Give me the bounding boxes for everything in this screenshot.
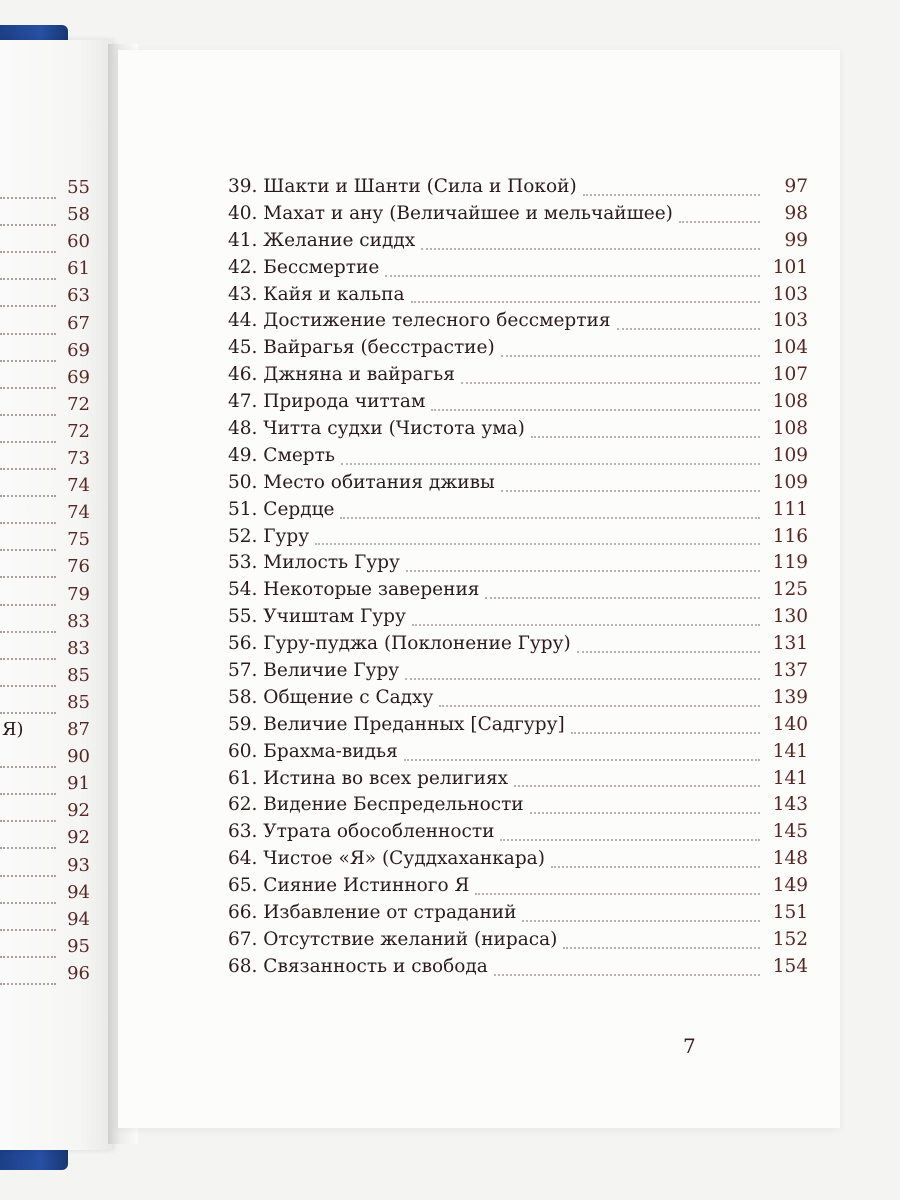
dot-leader — [0, 441, 56, 443]
left-toc-entry — [0, 340, 90, 366]
left-toc-entry — [0, 394, 90, 420]
left-toc-page-number: 96 — [67, 962, 90, 984]
left-toc-entry — [0, 692, 90, 718]
left-toc-page-number: 90 — [67, 746, 90, 768]
left-toc-entry — [0, 773, 90, 799]
left-toc-entry — [0, 285, 90, 311]
toc-entry-title: 62. Видение Беспредельности — [228, 794, 524, 816]
dot-leader — [404, 759, 760, 761]
toc-entry-title: 40. Махат и ану (Величайшее и мельчайшее) — [228, 202, 673, 224]
left-toc-entry — [0, 909, 90, 935]
left-toc-page-number: 73 — [67, 448, 90, 469]
toc-entry-page: 152 — [772, 928, 808, 950]
toc-entry-page: 141 — [772, 740, 808, 762]
left-toc-page-number: 83 — [67, 610, 90, 632]
toc-entry[interactable] — [228, 660, 808, 687]
toc-entry-page: 108 — [772, 418, 808, 440]
dot-leader — [0, 983, 56, 985]
dot-leader — [439, 705, 760, 707]
toc-entry-page: 109 — [772, 471, 808, 493]
toc-entry-title: 64. Чистое «Я» (Суддхаханкара) — [228, 848, 545, 870]
toc-entry[interactable] — [228, 579, 808, 606]
toc-entry-title: 66. Избавление от страданий — [228, 902, 517, 924]
toc-entry-title: 48. Читта судхи (Чистота ума) — [228, 418, 525, 440]
toc-entry-title: 44. Достижение телесного бессмертия — [228, 310, 611, 332]
toc-entry-title: 45. Вайрагья (бесстрастие) — [228, 337, 495, 359]
left-toc-page-number: 83 — [67, 637, 90, 659]
dot-leader — [0, 847, 56, 849]
toc-entry[interactable] — [228, 794, 808, 821]
dot-leader — [0, 305, 56, 307]
left-toc-page-number: 85 — [67, 664, 90, 686]
toc-entry[interactable] — [228, 902, 808, 929]
dot-leader — [405, 678, 760, 680]
toc-entry-title: 67. Отсутствие желаний (нираса) — [228, 928, 558, 950]
left-toc-entry — [0, 556, 90, 582]
toc-entry-page: 103 — [772, 310, 808, 332]
toc-entry-title: 61. Истина во всех религиях — [228, 767, 509, 789]
left-toc-page-number: 76 — [67, 556, 90, 578]
toc-entry[interactable] — [228, 687, 808, 714]
dot-leader — [0, 604, 56, 606]
toc-entry-page: 98 — [784, 202, 808, 224]
toc-entry-page: 109 — [772, 444, 808, 466]
dot-leader — [431, 409, 760, 411]
dot-leader — [0, 631, 56, 633]
left-toc-entry — [0, 475, 90, 501]
toc-entry-title: 63. Утрата обособленности — [228, 821, 495, 843]
dot-leader — [0, 820, 56, 822]
dot-leader — [0, 360, 56, 362]
dot-leader — [583, 194, 760, 196]
toc-entry-page: 130 — [772, 606, 808, 628]
left-toc-page-number: 69 — [67, 339, 90, 361]
toc-entry-page: 149 — [772, 875, 808, 897]
toc-entry-title: 52. Гуру — [228, 525, 310, 547]
dot-leader — [0, 766, 56, 768]
toc-entry-page: 103 — [772, 283, 808, 305]
toc-entry-page: 131 — [772, 633, 808, 655]
left-toc-entry — [0, 638, 90, 664]
left-toc-page-number: 63 — [67, 285, 90, 307]
dot-leader — [514, 785, 760, 787]
dot-leader — [0, 576, 56, 578]
left-toc-page-number: 69 — [67, 366, 90, 388]
toc-entry-title: 51. Сердце — [228, 498, 335, 520]
left-toc-entry — [0, 177, 90, 203]
toc-entry-page: 137 — [772, 660, 808, 682]
dot-leader — [0, 333, 56, 335]
left-toc-page-number: 94 — [67, 908, 90, 930]
toc-entry-title: 46. Джняна и вайрагья — [228, 364, 455, 386]
dot-leader — [501, 355, 760, 357]
toc-entry-page: 154 — [772, 955, 808, 977]
dot-leader — [679, 221, 760, 223]
toc-entry-page: 119 — [772, 552, 808, 574]
left-toc-entry — [0, 665, 90, 691]
dot-leader — [0, 549, 56, 551]
toc-entry-title: 42. Бессмертие — [228, 256, 380, 278]
page-number: 7 — [683, 1034, 696, 1058]
left-toc-page-number: 92 — [67, 800, 90, 822]
left-toc-page-number: 60 — [67, 231, 90, 253]
toc-entry-title: 60. Брахма-видья — [228, 740, 398, 762]
dot-leader — [0, 929, 56, 931]
left-toc-page-number: 79 — [67, 583, 90, 605]
dot-leader — [0, 197, 56, 199]
toc-entry[interactable] — [228, 768, 808, 795]
dot-leader — [412, 624, 760, 626]
dot-leader — [461, 382, 760, 384]
toc-entry[interactable] — [228, 875, 808, 902]
left-toc-entry — [0, 204, 90, 230]
left-toc-entry — [0, 800, 90, 826]
left-toc-entry — [0, 258, 90, 284]
toc-entry-page: 116 — [772, 525, 808, 547]
dot-leader — [530, 812, 760, 814]
dot-leader — [0, 875, 56, 877]
dot-leader — [494, 974, 760, 976]
left-toc-entry — [0, 313, 90, 339]
dot-leader — [411, 301, 760, 303]
dot-leader — [0, 793, 56, 795]
dot-leader — [0, 414, 56, 416]
dot-leader — [385, 275, 760, 277]
dot-leader — [315, 543, 760, 545]
left-toc-page-number: 92 — [67, 827, 90, 849]
dot-leader — [571, 732, 760, 734]
toc-entry[interactable] — [228, 848, 808, 875]
left-toc-page-number: 93 — [67, 854, 90, 876]
left-toc-page-number: 91 — [67, 773, 90, 795]
left-toc-entry — [0, 719, 90, 745]
left-toc-entry — [0, 448, 90, 474]
toc-entry[interactable] — [228, 633, 808, 660]
toc-entry[interactable] — [228, 337, 808, 364]
dot-leader — [485, 597, 760, 599]
toc-entry-title: 39. Шакти и Шанти (Сила и Покой) — [228, 176, 577, 197]
dot-leader — [475, 893, 760, 895]
dot-leader — [0, 387, 56, 389]
left-toc-entry — [0, 584, 90, 610]
toc-entry-title: 50. Место обитания дживы — [228, 471, 495, 493]
dot-leader — [0, 468, 56, 470]
toc-entry[interactable] — [228, 526, 808, 553]
toc-entry[interactable] — [228, 445, 808, 472]
dot-leader — [0, 495, 56, 497]
toc-entry[interactable] — [228, 284, 808, 311]
toc-entry[interactable] — [228, 552, 808, 579]
left-toc-entry — [0, 746, 90, 772]
toc-entry[interactable] — [228, 821, 808, 848]
dot-leader — [500, 839, 760, 841]
toc-entry-page: 108 — [772, 391, 808, 413]
toc-entry[interactable] — [228, 203, 808, 230]
left-toc-entry — [0, 367, 90, 393]
right-page — [118, 50, 840, 1128]
toc-entry-title: 47. Природа читтам — [228, 391, 426, 413]
toc-entry[interactable] — [228, 310, 808, 337]
toc-entry-title: 56. Гуру-пуджа (Поклонение Гуру) — [228, 633, 571, 655]
toc-entry-page: 104 — [772, 337, 808, 359]
toc-entry-page: 125 — [772, 579, 808, 601]
toc-entry-page: 140 — [772, 713, 808, 735]
left-toc-entry — [0, 855, 90, 881]
dot-leader — [522, 920, 760, 922]
dot-leader — [421, 248, 760, 250]
toc-entry[interactable] — [228, 606, 808, 633]
dot-leader — [551, 866, 760, 868]
toc-entry[interactable] — [228, 230, 808, 257]
left-toc-entry — [0, 936, 90, 962]
toc-entry[interactable] — [228, 956, 808, 983]
dot-leader — [577, 651, 760, 653]
toc-entry-page: 143 — [772, 794, 808, 816]
toc-entry[interactable] — [228, 364, 808, 391]
toc-entry-title: 59. Величие Преданных [Садгуру] — [228, 713, 565, 735]
dot-leader — [0, 522, 56, 524]
toc-entry-page: 148 — [772, 848, 808, 870]
left-toc-entry — [0, 611, 90, 637]
left-toc-entry — [0, 502, 90, 528]
toc-entry-title: 41. Желание сиддх — [228, 229, 416, 251]
dot-leader — [341, 463, 760, 465]
left-toc-page-number: 67 — [67, 312, 90, 334]
toc-entry[interactable] — [228, 176, 808, 203]
toc-entry-page: 141 — [772, 767, 808, 789]
toc-entry[interactable] — [228, 499, 808, 526]
left-toc-page-number: 75 — [67, 529, 90, 551]
left-toc-page-number: 74 — [67, 475, 90, 497]
table-of-contents — [228, 176, 808, 983]
toc-entry-title: 53. Милость Гуру — [228, 552, 400, 574]
left-toc-page-number: 74 — [67, 502, 90, 524]
left-toc-page-number: 61 — [67, 258, 90, 280]
left-toc-page-number: 72 — [67, 420, 90, 442]
toc-entry-title: 58. Общение с Садху — [228, 686, 434, 708]
dot-leader — [501, 490, 760, 492]
toc-entry-page: 97 — [784, 176, 808, 197]
left-toc-entry — [0, 827, 90, 853]
toc-entry-page: 107 — [772, 364, 808, 386]
left-page — [0, 40, 112, 1150]
dot-leader — [0, 956, 56, 958]
dot-leader — [617, 328, 760, 330]
left-toc-entry — [0, 421, 90, 447]
left-toc-page-number: 87 — [67, 719, 90, 740]
toc-entry-page: 139 — [772, 686, 808, 708]
left-toc-page-number: 95 — [67, 935, 90, 957]
left-toc-page-number: 55 — [67, 177, 90, 198]
dot-leader — [0, 251, 56, 253]
toc-entry-title: 65. Сияние Истинного Я — [228, 875, 470, 897]
dot-leader — [0, 278, 56, 280]
toc-entry[interactable] — [228, 418, 808, 445]
toc-entry-title: 54. Некоторые заверения — [228, 579, 480, 601]
toc-entry-page: 101 — [772, 256, 808, 278]
dot-leader — [0, 658, 56, 660]
toc-entry[interactable] — [228, 391, 808, 418]
toc-entry-page: 99 — [784, 229, 808, 251]
left-toc-page-number: 94 — [67, 881, 90, 903]
dot-leader — [0, 685, 56, 687]
toc-entry-page: 145 — [772, 821, 808, 843]
dot-leader — [406, 570, 760, 572]
toc-entry-title: 55. Учиштам Гуру — [228, 606, 406, 628]
toc-entry[interactable] — [228, 741, 808, 768]
dot-leader — [340, 517, 760, 519]
left-toc-entry — [0, 963, 90, 989]
toc-entry[interactable] — [228, 257, 808, 284]
toc-entry[interactable] — [228, 929, 808, 956]
left-toc-page-number: 85 — [67, 691, 90, 713]
left-toc-page-number: 72 — [67, 393, 90, 415]
toc-entry-title: 57. Величие Гуру — [228, 660, 400, 682]
toc-entry-title: 49. Смерть — [228, 444, 335, 466]
toc-entry-title: 43. Кайя и кальпа — [228, 283, 405, 305]
toc-entry-page: 151 — [772, 902, 808, 924]
left-toc-entry — [0, 231, 90, 257]
toc-entry[interactable] — [228, 472, 808, 499]
dot-leader — [0, 224, 56, 226]
dot-leader — [0, 712, 56, 714]
dot-leader — [0, 902, 56, 904]
toc-entry[interactable] — [228, 714, 808, 741]
left-toc-title-fragment: Я) — [2, 719, 24, 740]
dot-leader — [531, 436, 760, 438]
dot-leader — [563, 947, 760, 949]
toc-entry-page: 111 — [772, 498, 808, 520]
toc-entry-title: 68. Связанность и свобода — [228, 955, 488, 977]
left-toc-page-number: 58 — [67, 204, 90, 226]
left-toc-entry — [0, 529, 90, 555]
left-toc-entry — [0, 882, 90, 908]
